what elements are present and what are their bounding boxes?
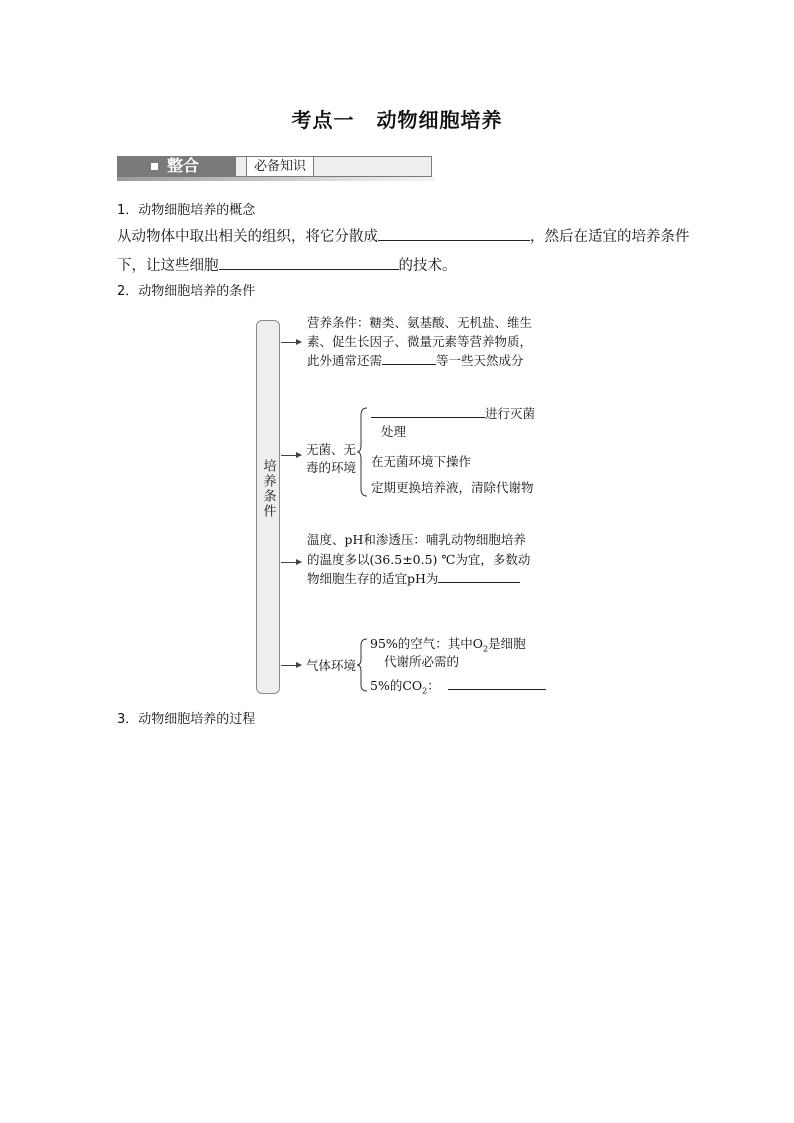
sterile-branch-1-line-2: 处理 xyxy=(381,424,407,439)
banner-sub-label: 必备知识 xyxy=(246,157,314,176)
section-banner xyxy=(117,155,435,181)
title-part2: 动物细胞培养 xyxy=(376,108,503,132)
arrow-icon xyxy=(281,455,301,456)
sterile-branch-3: 定期更换培养液，清除代谢物 xyxy=(371,480,534,495)
nutrition-line-3: 此外通常还需 等一些天然成分 xyxy=(307,353,524,368)
sterile-label-2: 毒的环境 xyxy=(306,460,357,475)
section-1-heading: 1．动物细胞培养的概念 xyxy=(117,203,256,218)
blank-2 xyxy=(219,255,399,270)
arrow-icon xyxy=(281,342,301,343)
brace-icon xyxy=(357,407,369,497)
gas-branch-1-line-2: 代谢所必需的 xyxy=(384,654,460,669)
blank-3 xyxy=(382,351,436,365)
blank-4 xyxy=(371,404,485,418)
arrow-icon xyxy=(281,665,301,666)
brace-icon xyxy=(357,638,369,692)
square-bullet-icon xyxy=(151,163,158,170)
concept-line-2: 下，让这些细胞 的技术。 xyxy=(117,254,457,275)
blank-6 xyxy=(448,676,546,690)
blank-1 xyxy=(378,226,530,241)
culture-conditions-box xyxy=(256,320,280,694)
arrow-icon xyxy=(281,562,301,563)
blank-5 xyxy=(438,569,520,583)
section-3-heading: 3．动物细胞培养的过程 xyxy=(117,712,256,727)
sterile-label-1: 无菌、无 xyxy=(306,442,357,457)
temp-line-3: 物细胞生存的适宜pH为 xyxy=(307,569,520,589)
sterile-branch-1: 进行灭菌 xyxy=(371,404,535,424)
sterile-branch-2: 在无菌环境下操作 xyxy=(371,454,472,469)
temp-line-2: 的温度多以(36.5±0.5) ℃为宜，多数动 xyxy=(307,552,531,567)
banner-main-label: 整合 xyxy=(167,156,200,175)
nutrition-line-1: 营养条件：糖类、氨基酸、无机盐、维生 xyxy=(307,315,533,330)
gas-branch-1: 95%的空气：其中$O_2$是细胞 xyxy=(370,636,526,654)
gas-branch-2: 5%的$CO_2$： xyxy=(370,676,546,702)
gas-label: 气体环境 xyxy=(306,658,357,673)
page-title xyxy=(0,104,794,133)
nutrition-line-2: 素、促生长因子、微量元素等营养物质， xyxy=(307,334,533,349)
section-2-heading: 2．动物细胞培养的条件 xyxy=(117,284,256,299)
temp-line-1: 温度、pH和渗透压：哺乳动物细胞培养 xyxy=(307,532,526,547)
concept-line-1: 从动物体中取出相关的组织，将它分散成 ，然后在适宜的培养条件 xyxy=(117,225,690,246)
root-label: 培养条件 xyxy=(260,459,276,519)
title-part1: 考点一 xyxy=(291,108,355,132)
